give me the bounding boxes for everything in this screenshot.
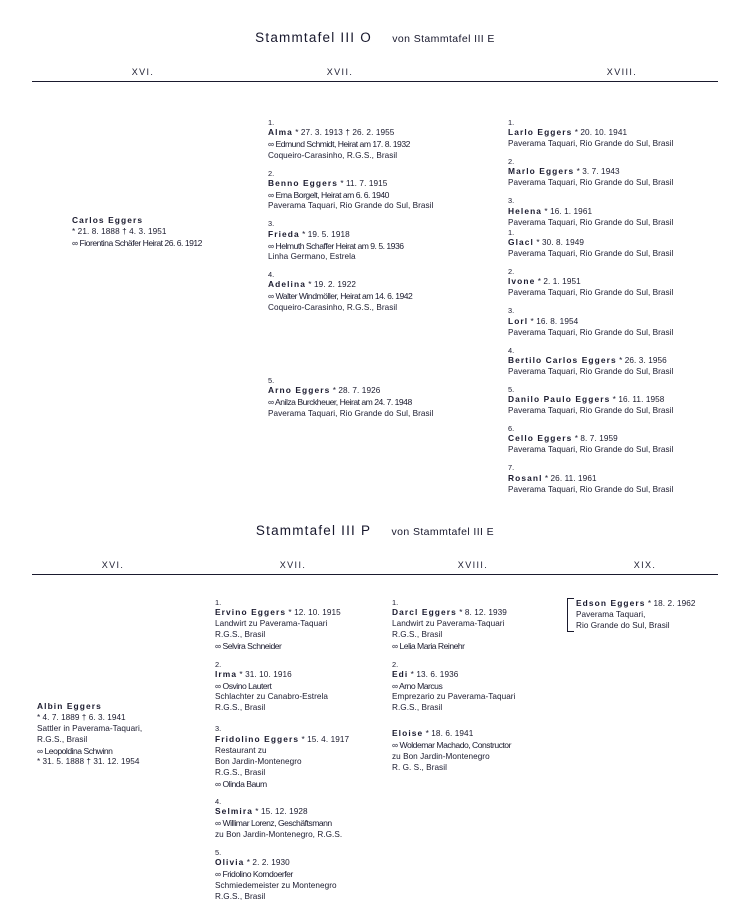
person-dates: * 15. 12. 1928 [255,807,308,817]
person-detail: ∞ Leopoldina Schwinn [37,745,113,756]
person-number: 4. [215,797,222,807]
person-name: Glacl [508,237,534,248]
person-number: 5. [508,384,515,394]
person-detail: Coqueiro-Carasinho, R.G.S., Brasil [268,302,398,312]
person-detail: R.G.S., Brasil [392,630,443,640]
person-name: Ivone [508,276,536,287]
person-detail: R.G.S., Brasil [37,734,88,744]
person-entry [567,598,737,632]
person-detail: ∞ Edmund Schmidt, Heirat am 17. 8. 1932 [268,139,410,150]
person-name: Albin Eggers [37,701,102,711]
generation-label-xvii: XVII. [326,67,354,77]
person-dates: * 26. 11. 1961 [544,473,597,483]
person-detail: ∞ Walter Windmöller, Heirat am 14. 6. 1942 [268,291,413,302]
column-xviii-group-a [508,118,743,236]
column-xvii [215,598,390,910]
person-dates: * 12. 10. 1915 [288,608,341,618]
person-number: 2. [508,157,515,167]
person-entry [508,424,743,456]
person-entry [392,598,572,653]
person-entry [215,724,390,790]
person-dates: * 30. 8. 1949 [536,238,585,248]
person-detail: R.G.S., Brasil [392,703,443,713]
person-number: 3. [508,306,515,316]
person-detail: zu Bon Jardin-Montenegro, R.G.S. [215,829,343,839]
person-name: Marlo Eggers [508,166,575,177]
person-dates: * 2. 1. 1951 [537,277,581,287]
person-dates: * 28. 7. 1926 [332,386,381,396]
person-detail: ∞ Anilza Burckheuer, Heirat am 24. 7. 1948 [268,397,412,408]
person-dates: * 2. 2. 1930 [246,858,290,868]
person-detail: Coqueiro-Carasinho, R.G.S., Brasil [268,150,398,160]
person-dates: * 13. 6. 1936 [410,669,459,679]
person-dates: * 31. 10. 1916 [239,669,292,679]
person-number: 3. [508,196,515,206]
column-xix [567,598,737,639]
person-dates: * 19. 2. 1922 [308,280,357,290]
person-detail: Paverama Taquari, Rio Grande do Sul, Brasil [508,327,674,337]
person-name: Larlo Eggers [508,127,573,138]
person-detail: ∞ Fridolino Korndoerfer [215,869,293,880]
person-detail: ∞ Willimar Lorenz, Geschäftsmann [215,818,332,829]
person-dates: * 19. 5. 1918 [302,229,350,239]
chart-subtitle: von Stammtafel III E [392,33,495,45]
person-entry [508,463,743,495]
person-name: Bertilo Carlos Eggers [508,354,617,365]
person-detail: ∞ Erna Borgelt, Heirat am 6. 6. 1940 [268,189,389,200]
column-xviii-group-b [508,228,743,503]
person-dates: * 3. 7. 1943 [576,167,620,177]
person-name: Selmira [215,806,253,817]
person-dates: * 8. 12. 1939 [459,608,507,618]
person-name: Danilo Paulo Eggers [508,394,611,405]
header-rule [32,574,718,575]
person-detail: ∞ Selvira Schneider [215,641,282,652]
person-name: Carlos Eggers [72,215,144,225]
column-xvi [37,701,212,775]
person-entry [72,215,252,249]
person-entry [268,169,498,213]
person-entry [215,848,390,903]
person-dates: * 18. 2. 1962 [647,599,696,608]
person-dates: * 27. 3. 1913 † 26. 2. 1955 [295,128,395,138]
person-dates: * 16. 11. 1958 [612,395,665,405]
person-entry [508,267,743,299]
person-number: 5. [268,375,275,385]
person-name: Lorl [508,315,529,326]
person-name: Adelina [268,279,306,290]
person-entry [268,118,498,162]
chart-title: Stammtafel III P [255,523,372,538]
person-entry [268,376,498,420]
person-detail: ∞ Helmuth Schaffer Heirat am 9. 5. 1936 [268,240,404,251]
person-name: Edson Eggers [576,598,646,608]
person-name: Benno Eggers [268,177,338,188]
generation-label-xvi: XVI. [101,560,125,570]
person-detail: Paverama Taquari, Rio Grande do Sul, Brasil [268,408,434,418]
person-number: 1. [508,228,515,237]
person-number: 1. [392,598,399,607]
person-name: Olivia [215,857,245,868]
person-detail: ∞ Olinda Baum [215,778,267,789]
person-detail: Schlachter zu Canabro-Estrela [215,692,328,702]
person-dates: * 4. 7. 1889 † 6. 3. 1941 [37,712,126,722]
person-entry [392,660,572,715]
person-name: Cello Eggers [508,433,573,444]
chart-III-O [0,30,750,494]
person-number: 2. [508,267,515,277]
person-entry [508,228,743,260]
person-dates: * 20. 10. 1941 [574,128,628,138]
column-xviii [392,598,572,781]
person-entry [215,797,390,841]
generation-header-row [0,560,750,574]
person-entry [508,196,743,228]
person-number: 5. [215,847,222,857]
person-detail: ∞ Arno Marcus [392,680,443,691]
generation-label-xvi: XVI. [131,67,155,77]
person-name: Helena [508,205,543,216]
person-detail: R. G. S., Brasil [392,762,447,772]
person-detail: Paverama Taquari, Rio Grande do Sul, Brasil [508,217,674,227]
person-detail: Paverama Taquari, [576,609,646,619]
person-number: 7. [508,463,515,473]
person-detail: Paverama Taquari, Rio Grande do Sul, Brasil [508,406,674,416]
person-detail: Linha Germano, Estrela [268,252,356,262]
person-dates: * 16. 1. 1961 [544,206,593,216]
person-detail: zu Bon Jardin-Montenegro [392,751,490,761]
person-detail: ∞ Woldemar Machado, Constructor [392,740,511,751]
person-entry [508,385,743,417]
person-entry [268,219,498,263]
person-detail: Emprezario zu Paverama-Taquari [392,692,516,702]
column-xvi [72,215,252,256]
generation-label-xvii: XVII. [279,560,307,570]
person-name: Rosanl [508,472,543,483]
person-detail: Paverama Taquari, Rio Grande do Sul, Brasil [508,139,674,149]
person-detail: ∞ Osvino Lautert [215,680,272,691]
generation-label-xix: XIX. [633,560,657,570]
brace-bracket [567,598,574,632]
person-number: 1. [268,118,275,127]
header-rule [32,81,718,82]
person-number: 3. [268,219,275,229]
person-name: Darcl Eggers [392,607,457,618]
person-name: Eloise [392,728,424,739]
person-dates: * 16. 8. 1954 [530,316,579,326]
person-detail: R.G.S., Brasil [215,630,266,640]
person-detail: Schmiedemeister zu Montenegro [215,880,337,890]
person-number: 1. [215,598,222,607]
person-number: 1. [508,118,515,127]
person-detail: Restaurant zu [215,745,267,755]
person-name: Edi [392,668,409,679]
person-number: 2. [215,659,222,669]
person-detail: Paverama Taquari, Rio Grande do Sul, Brasil [508,484,674,494]
person-detail: Paverama Taquari, Rio Grande do Sul, Brasil [508,445,674,455]
person-number: 6. [508,424,515,434]
person-number: 2. [268,168,275,178]
person-entry [215,598,390,653]
person-entry [508,306,743,338]
person-detail: Landwirt zu Paverama-Taquari [215,619,328,629]
generation-label-xviii: XVIII. [457,560,489,570]
person-detail: R.G.S., Brasil [215,891,266,901]
person-number: 3. [215,724,222,734]
person-detail: Rio Grande do Sul, Brasil [576,620,670,630]
chart-III-P [0,523,750,901]
person-detail: R.G.S., Brasil [215,767,266,777]
person-detail: ∞ Lelia Maria Reinehr [392,641,465,652]
person-detail: ∞ Fiorentina Schäfer Heirat 26. 6. 1912 [72,237,202,248]
person-detail: Paverama Taquari, Rio Grande do Sul, Brasil [508,249,674,259]
person-entry [508,157,743,189]
chart-III-O-header [0,30,750,45]
person-name: Alma [268,127,293,138]
person-detail: Paverama Taquari, Rio Grande do Sul, Brasil [508,178,674,188]
person-entry [268,270,498,314]
person-dates: * 8. 7. 1959 [574,434,618,444]
person-name: Ervino Eggers [215,607,287,618]
chart-subtitle: von Stammtafel III E [391,526,495,538]
person-entry [392,728,572,773]
person-name: Arno Eggers [268,385,331,396]
person-detail: * 31. 5. 1888 † 31. 12. 1954 [37,757,140,767]
person-name: Frieda [268,228,300,239]
column-xvii [268,118,498,427]
person-detail: Paverama Taquari, Rio Grande do Sul, Brasil [508,288,674,298]
person-dates: * 21. 8. 1888 † 4. 3. 1951 [72,226,167,236]
person-dates: * 15. 4. 1917 [301,734,350,744]
person-detail: Bon Jardin-Montenegro [215,756,302,766]
person-number: 4. [508,345,515,355]
person-detail: Landwirt zu Paverama-Taquari [392,619,505,629]
person-detail: R.G.S., Brasil [215,703,266,713]
person-detail: Paverama Taquari, Rio Grande do Sul, Brasil [508,366,674,376]
person-detail: Paverama Taquari, Rio Grande do Sul, Brasil [268,201,434,211]
person-entry [37,701,212,768]
person-name: Fridolino Eggers [215,733,300,744]
chart-title: Stammtafel III O [255,30,372,45]
person-entry [508,118,743,150]
generation-label-xviii: XVIII. [606,67,638,77]
chart-III-P-header [0,523,750,538]
person-name: Irma [215,668,238,679]
person-number: 4. [268,270,275,280]
person-dates: * 11. 7. 1915 [340,178,388,188]
person-dates: * 18. 6. 1941 [425,729,474,739]
generation-header-row [0,67,750,81]
person-number: 2. [392,659,399,669]
person-detail: Sattler in Paverama-Taquari, [37,723,143,733]
person-entry [508,346,743,378]
person-dates: * 26. 3. 1956 [619,355,667,365]
person-entry [215,660,390,715]
